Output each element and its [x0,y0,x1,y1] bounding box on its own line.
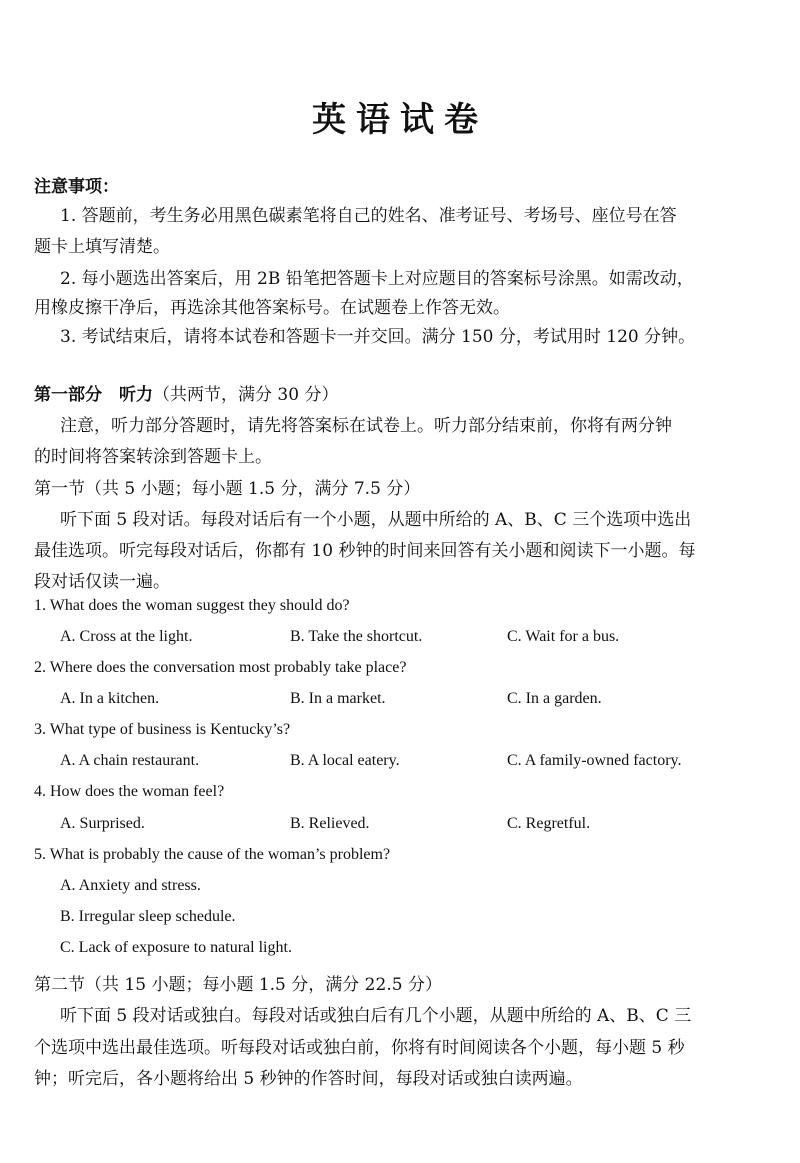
option-a: A. Cross at the light. [60,628,193,645]
option-c: C. Lack of exposure to natural light. [60,939,292,956]
section1-instruction: 段对话仅读一遍。 [34,572,170,592]
option-b: B. In a market. [290,690,386,707]
option-b: B. A local eatery. [290,752,400,769]
question-stem: 3. What type of business is Kentucky’s? [34,721,291,738]
notice-heading: 注意事项： [34,177,119,197]
section1-instruction: 最佳选项。听完每段对话后，你都有 10 秒钟的时间来回答有关小题和阅读下一小题。每 [34,541,696,561]
option-b: B. Relieved. [290,815,370,832]
section2-instruction: 个选项中选出最佳选项。听每段对话或独白前，你将有时间阅读各个小题，每小题 5 秒 [34,1038,685,1058]
notice-line: 3. 考试结束后，请将本试卷和答题卡一并交回。满分 150 分，考试用时 120 分钟。 [60,327,696,347]
section1-heading: 第一节（共 5 小题；每小题 1.5 分，满分 7.5 分） [34,479,421,499]
option-a: A. A chain restaurant. [60,752,200,769]
section2-heading: 第二节（共 15 小题；每小题 1.5 分，满分 22.5 分） [34,975,442,995]
option-a: A. Anxiety and stress. [60,877,201,894]
option-c: C. Wait for a bus. [507,628,620,645]
part1-heading [34,380,338,405]
option-c: C. In a garden. [507,690,602,707]
option-c: C. A family-owned factory. [507,752,682,769]
section2-instruction: 听下面 5 段对话或独白。每段对话或独白后有几个小题，从题中所给的 A、B、C 三 [60,1006,692,1026]
question-stem: 2. Where does the conversation most probably take place? [34,659,407,676]
option-b: B. Irregular sleep schedule. [60,908,236,925]
notice-line: 1. 答题前，考生务必用黑色碳素笔将自己的姓名、准考证号、考场号、座位号在答 [60,206,677,226]
question-stem: 4. How does the woman feel? [34,783,225,800]
part1-heading-note: （共两节，满分 30 分） [153,385,339,405]
part1-note-line: 的时间将答案转涂到答题卡上。 [34,447,272,467]
notice-line: 用橡皮擦干净后，再选涂其他答案标号。在试题卷上作答无效。 [34,298,510,318]
option-a: A. Surprised. [60,815,145,832]
section1-instruction: 听下面 5 段对话。每段对话后有一个小题，从题中所给的 A、B、C 三个选项中选出 [60,510,692,530]
section2-instruction: 钟；听完后，各小题将给出 5 秒钟的作答时间，每段对话或独白读两遍。 [34,1069,583,1089]
page-title: 英语试卷 [312,100,488,140]
notice-line: 题卡上填写清楚。 [34,237,170,257]
option-c: C. Regretful. [507,815,591,832]
option-b: B. Take the shortcut. [290,628,423,645]
notice-line: 2. 每小题选出答案后，用 2B 铅笔把答题卡上对应题目的答案标号涂黑。如需改动， [60,269,694,289]
part1-note-line: 注意，听力部分答题时，请先将答案标在试卷上。听力部分结束前，你将有两分钟 [60,416,672,436]
part1-heading-title: 第一部分 听力 [34,385,153,405]
question-stem: 1. What does the woman suggest they should do? [34,597,350,614]
option-a: A. In a kitchen. [60,690,160,707]
question-stem: 5. What is probably the cause of the woman’s problem? [34,846,391,863]
